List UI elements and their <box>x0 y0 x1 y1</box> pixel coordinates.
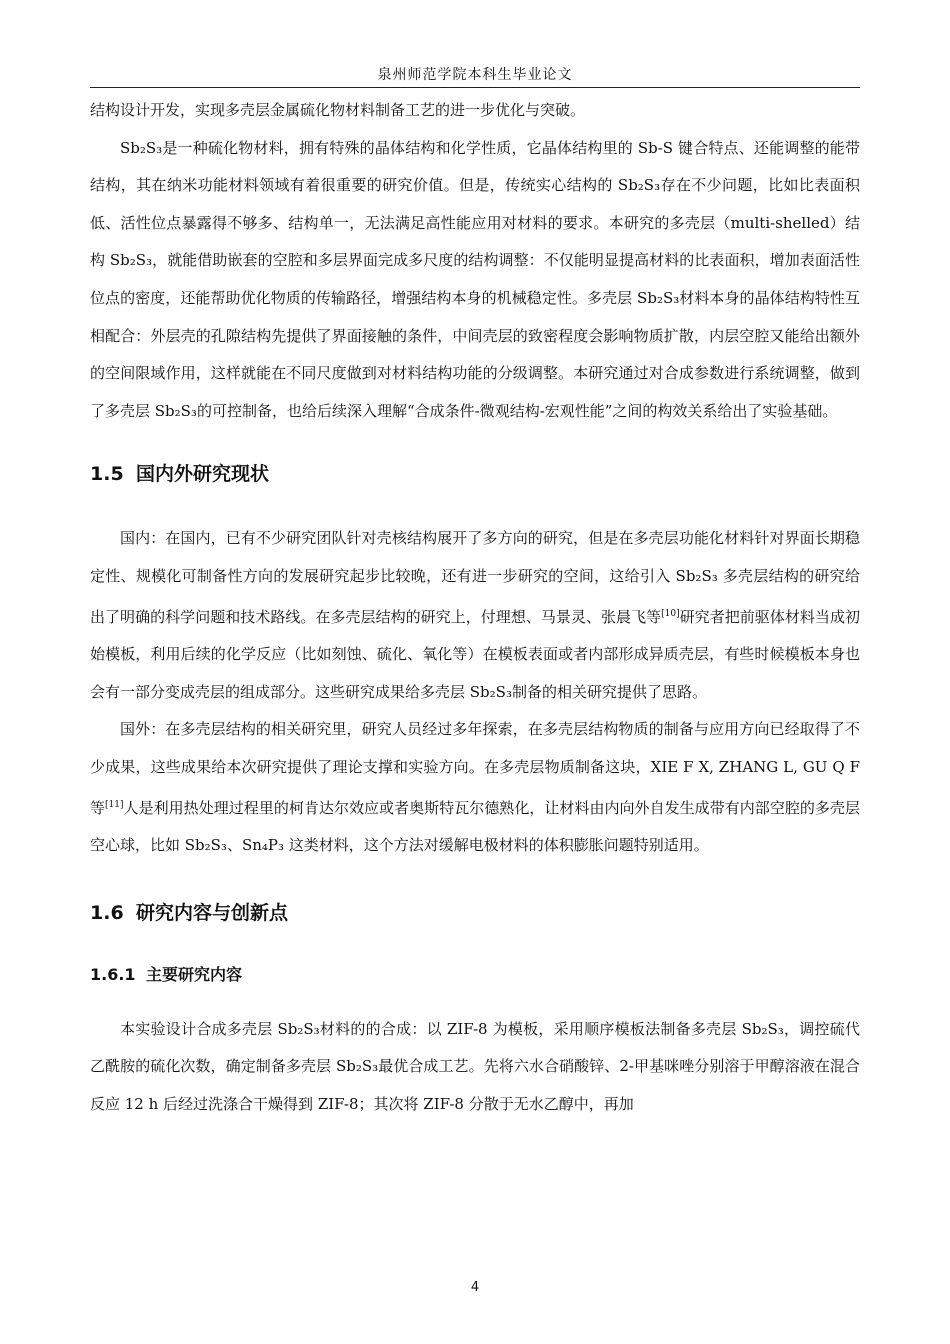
section-title: 国内外研究现状 <box>136 463 270 486</box>
page-number: 4 <box>470 1280 480 1295</box>
subsection-number: 1.6.1 <box>90 964 136 984</box>
paragraph-domestic: 国内：在国内，已有不少研究团队针对壳核结构展开了多方向的研究，但是在多壳层功能化材料针对界面长期稳定性、规模化可制备性方向的发展研究起步比较晚，还有进一步研究的空间，这给引入 Sb₂S₃ 多壳层结构的研究给出了明确的科学问题和技术路线。在多壳层结构的研究上，付理想、马景灵、张晨飞等[10]研究者把前驱体材料当成初始模板，利用后续的化学反应（比如刻蚀、硫化、氧化等）在模板表面或者内部形成异质壳层，有些时候模板本身也会有一部分变成壳层的组成部分。这些研究成果给多壳层 Sb₂S₃制备的相关研究提供了思路。 <box>90 529 860 701</box>
subsection-title: 主要研究内容 <box>146 964 243 984</box>
page-body <box>90 92 860 1123</box>
citation: [11] <box>105 799 124 810</box>
header-rule <box>90 87 860 88</box>
section-heading-1-5 <box>90 460 860 488</box>
subsection-heading-1-6-1 <box>90 963 860 987</box>
paragraph-continuation: 结构设计开发，实现多壳层金属硫化物材料制备工艺的进一步优化与突破。 <box>90 101 586 119</box>
section-title: 研究内容与创新点 <box>136 901 289 924</box>
paragraph-foreign: 国外：在多壳层结构的相关研究里，研究人员经过多年探索，在多壳层结构物质的制备与应用方向已经取得了不少成果，这些成果给本次研究提供了理论支撑和实验方向。在多壳层物质制备这块，XIE F X, ZHANG L, GU Q F 等[11]人是利用热处理过程里的柯肯达尔效应或者奥斯特瓦尔德熟化，让材料由内向外自发生成带有内部空腔的多壳层空心球，比如 Sb₂S₃、Sn₄P₃ 这类材料，这个方法对缓解电极材料的体积膨胀问题特别适用。 <box>90 720 860 855</box>
section-number: 1.5 <box>90 463 124 486</box>
running-header: 泉州师范学院本科生毕业论文 <box>377 67 573 83</box>
paragraph-research-content: 本实验设计合成多壳层 Sb₂S₃材料的的合成：以 ZIF-8 为模板，采用顺序模板法制备多壳层 Sb₂S₃，调控硫代乙酰胺的硫化次数，确定制备多壳层 Sb₂S₃最优合成工艺。先将六水合硝酸锌、2-甲基咪唑分别溶于甲醇溶液在混合反应 12 h 后经过洗涤合干燥得到 ZIF-8；其次将 ZIF-8 分散于无水乙醇中，再加 <box>90 1019 860 1113</box>
paragraph-sb2s3-intro: Sb₂S₃是一种硫化物材料，拥有特殊的晶体结构和化学性质，它晶体结构里的 Sb-S 键合特点、还能调整的能带结构，其在纳米功能材料领域有着很重要的研究价值。但是，传统实心结构的 Sb₂S₃存在不少问题，比如比表面积低、活性位点暴露得不够多、结构单一，无法满足高性能应用对材料的要求。本研究的多壳层（multi-shelled）结构 Sb₂S₃，就能借助嵌套的空腔和多层界面完成多尺度的结构调整：不仅能明显提高材料的比表面积，增加表面活性位点的密度，还能帮助优化物质的传输路径，增强结构本身的机械稳定性。多壳层 Sb₂S₃材料本身的晶体结构特性互相配合：外层壳的孔隙结构先提供了界面接触的条件，中间壳层的致密程度会影响物质扩散，内层空腔又能给出额外的空间限域作用，这样就能在不同尺度做到对材料结构功能的分级调整。本研究通过对合成参数进行系统调整，做到了多壳层 Sb₂S₃的可控制备，也给后续深入理解“合成条件-微观结构-宏观性能”之间的构效关系给出了实验基础。 <box>90 138 860 420</box>
citation: [10] <box>661 608 680 619</box>
section-heading-1-6 <box>90 899 860 927</box>
section-number: 1.6 <box>90 901 124 924</box>
